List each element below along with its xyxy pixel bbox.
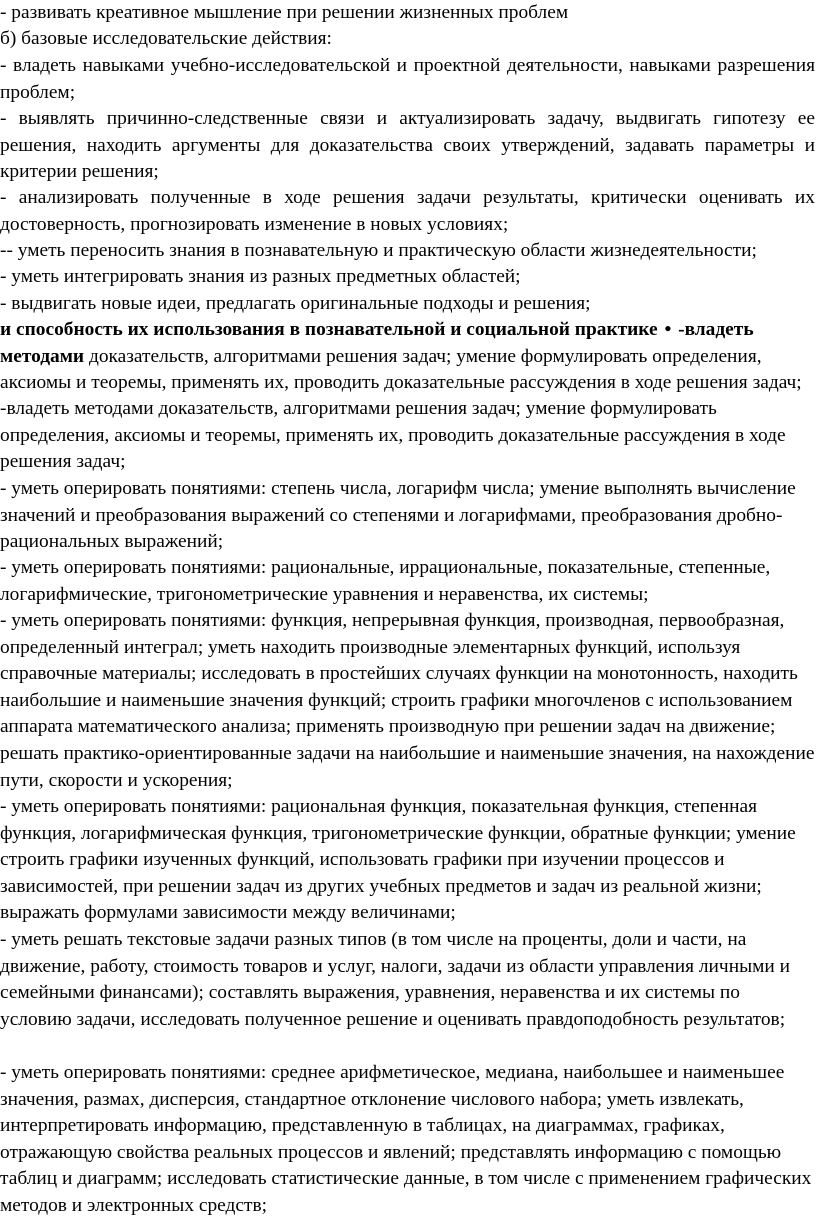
extra-item-1: -- уметь переносить знания в познавательную и практическую области жизнедеятельности; <box>0 240 757 261</box>
research-item-3: - анализировать полученные в ходе решения задачи результаты, критически оценивать их достоверность, прогнозировать изменение в новых условиях; <box>0 187 815 235</box>
subject-item-3: - уметь оперировать понятиями: рациональные, иррациональные, показательные, степенные, логарифмические, тригонометрические уравнения и неравенства, их системы; <box>0 557 771 605</box>
subject-item-6: - уметь решать текстовые задачи разных типов (в том числе на проценты, доли и части, на движение, работу, стоимость товаров и услуг, налоги, задачи из области управления личными и семейными финансами); составлять выражения, уравнения, неравенства и их системы по условию задачи, исследовать полученное решение и оценивать правдоподобность результатов; <box>0 929 790 1030</box>
bold-methods-text: -владеть методами <box>0 319 754 367</box>
subject-item-5: - уметь оперировать понятиями: рациональная функция, показательная функция, степенная функция, логарифмическая функция, тригонометрические функции, обратные функции; умение строить графики изученных функций, использовать графики при изучении процессов и зависимостей, при решении задач из других учебных предметов и задач из реальной жизни; выражать формулами зависимости между величинами; <box>0 796 796 924</box>
subject-item-4: - уметь оперировать понятиями: функция, непрерывная функция, производная, первообразная, определенный интеграл; уметь находить производные элементарных функций, используя справочные материалы; исследовать в простейших случаях функции на монотонность, находить наибольшие и наименьшие значения функций; строить графики многочленов с использованием аппарата математического анализа; применять производную при решении задач на движение; решать практико-ориентированные задачи на наибольшие и наименьшие значения, на нахождение пути, скорости и ускорения; <box>0 610 815 791</box>
research-item-2: - выявлять причинно-следственные связи и актуализировать задачу, выдвигать гипотезу ее решения, находить аргументы для доказательства своих утверждений, задавать параметры и критерии решения; <box>0 108 815 183</box>
subject-item-7: - уметь оперировать понятиями: среднее арифметическое, медиана, наибольшее и наименьшее значения, размах, дисперсия, стандартное отклонение числового набора; уметь извлекать, интерпретировать информацию, представленную в таблицах, на диаграммах, графиках, отражающую свойства реальных процессов и явлений; представлять информацию с помощью таблиц и диаграмм; исследовать статистические данные, в том числе с применением графических методов и электронных средств; <box>0 1062 812 1216</box>
extra-item-3: - выдвигать новые идеи, предлагать оригинальные подходы и решения; <box>0 293 591 314</box>
methods-continuation: доказательств, алгоритмами решения задач; умение формулировать определения, аксиомы и теоремы, применять их, проводить доказательные рассуждения в ходе решения задач; <box>0 345 802 394</box>
bold-practice-text: и способность их использования в познавательной и социальной практике <box>0 319 658 340</box>
extra-item-2: - уметь интегрировать знания из разных предметных областей; <box>0 266 521 287</box>
section-heading-b: б) базовые исследовательские действия: <box>0 28 332 49</box>
methods-paragraph <box>0 317 815 397</box>
intro-line: - развивать креативное мышление при решении жизненных проблем <box>0 2 569 23</box>
research-item-1: - владеть навыками учебно-исследовательской и проектной деятельности, навыками разрешения проблем; <box>0 55 815 103</box>
subject-item-1: -владеть методами доказательств, алгоритмами решения задач; умение формулировать определения, аксиомы и теоремы, применять их, проводить доказательные рассуждения в ходе решения задач; <box>0 398 786 473</box>
bullet-dot-icon: • <box>664 319 672 340</box>
subject-item-2: - уметь оперировать понятиями: степень числа, логарифм числа; умение выполнять вычисление значений и преобразования выражений со степенями и логарифмами, преобразования дробно-рациональных выражений; <box>0 478 796 553</box>
